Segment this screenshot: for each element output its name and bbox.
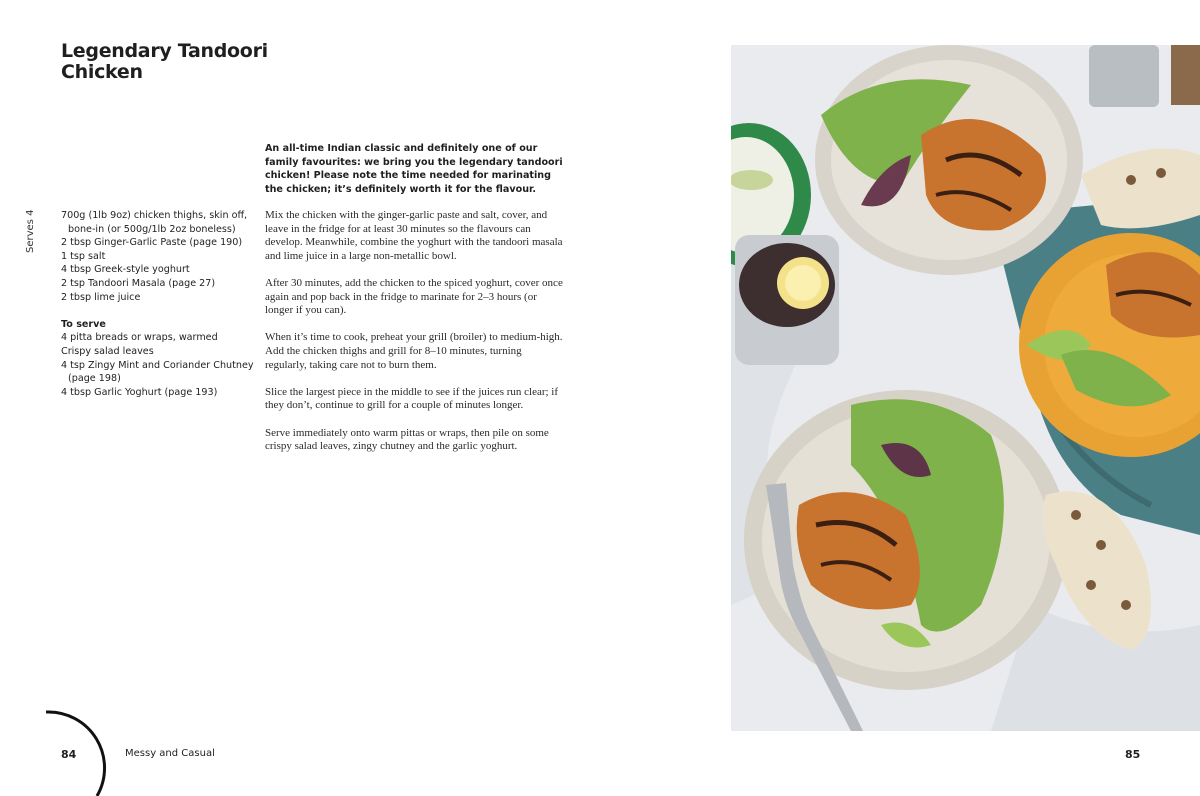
food-photo [731, 45, 1200, 731]
section-name: Messy and Casual [125, 748, 215, 759]
ingredient-item: 700g (1lb 9oz) chicken thighs, skin off, bone-in (or 500g/1lb 2oz boneless) [61, 210, 248, 235]
page-number-right: 85 [1125, 748, 1141, 761]
ingredient-item: 2 tbsp Ginger-Garlic Paste (page 190) [61, 237, 243, 249]
serves-label: Serves 4 [25, 209, 36, 253]
ingredient-item: 2 tbsp lime juice [61, 291, 141, 303]
ingredient-item: 1 tsp salt [61, 250, 106, 262]
recipe-title-line-1: Legendary Tandoori [61, 40, 268, 62]
ingredient-item: 2 tsp Tandoori Masala (page 27) [61, 277, 216, 289]
ingredient-item: 4 tbsp Greek-style yoghurt [61, 264, 190, 276]
method-paragraph: When it’s time to cook, preheat your grill (broiler) to medium-high. Add the chicken thighs and grill for 8–10 minutes, turning regularly, taking care not to burn them. [265, 331, 563, 371]
method-paragraph: After 30 minutes, add the chicken to the spiced yoghurt, cover once again and pop back in the fridge to marinate for 2–3 hours (or longer if you can). [265, 276, 563, 317]
recipe-title [61, 41, 268, 83]
method-paragraph: Slice the largest piece in the middle to see if the juices run clear; if they don’t, continue to grill for a couple of minutes longer. [265, 385, 559, 412]
method-paragraph: Serve immediately onto warm pittas or wraps, then pile on some crispy salad leaves, zingy chutney and the garlic yoghurt. [265, 426, 549, 453]
page-number-left: 84 [61, 748, 77, 761]
recipe-title-line-2: Chicken [61, 61, 143, 83]
page-arc-decoration [0, 700, 110, 796]
method-paragraph: Mix the chicken with the ginger-garlic paste and salt, cover, and leave in the fridge for at least 30 minutes so the flavours can develop. Meanwhile, combine the yoghurt with the tandoori masala and lime juice in a large non-metallic bowl. [265, 209, 563, 262]
recipe-intro: An all-time Indian classic and definitely one of our family favourites: we bring you the legendary tandoori chicken! Please note the time needed for marinating the chicken; it’s definitely worth it for the flavour. [265, 143, 563, 195]
to-serve-item: 4 tsp Zingy Mint and Coriander Chutney (page 198) [61, 359, 254, 385]
to-serve-item: 4 pitta breads or wraps, warmed [61, 332, 218, 344]
to-serve-heading: To serve [61, 318, 106, 330]
to-serve-item: 4 tbsp Garlic Yoghurt (page 193) [61, 386, 218, 398]
method-steps [265, 209, 565, 467]
ingredients-list [61, 209, 261, 399]
to-serve-item: Crispy salad leaves [61, 345, 154, 357]
